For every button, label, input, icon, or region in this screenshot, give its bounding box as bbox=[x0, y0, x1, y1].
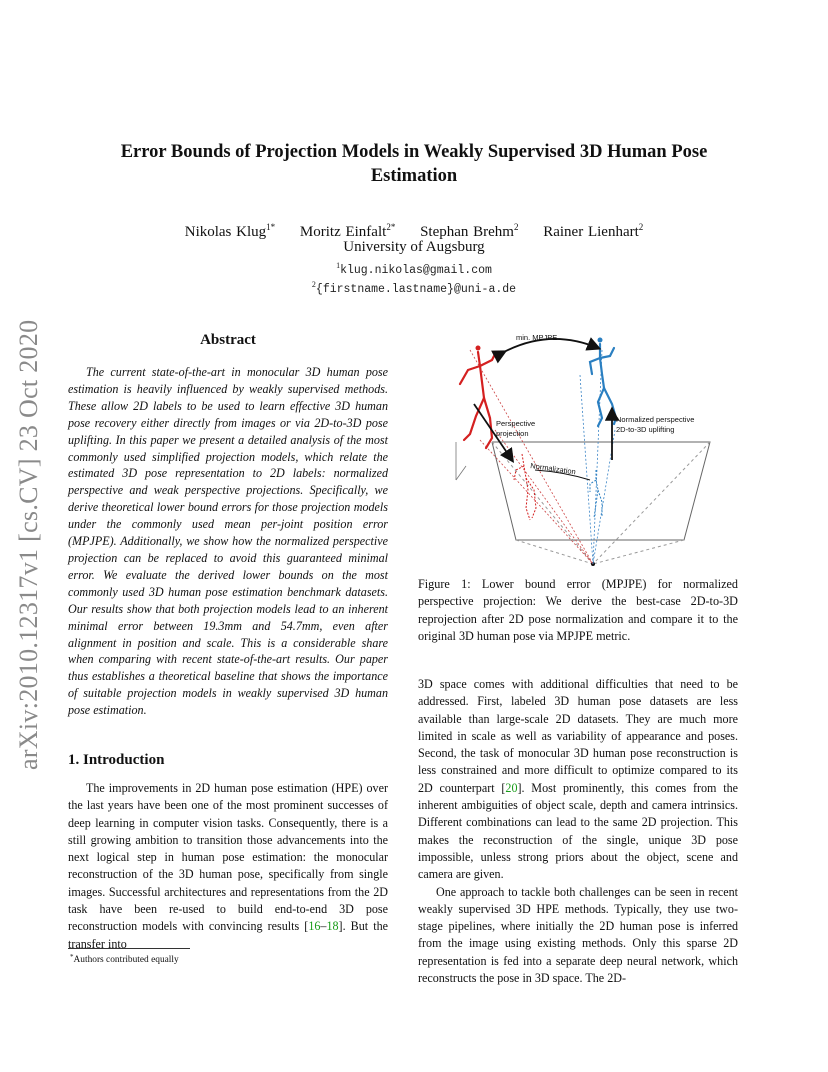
citation-link[interactable]: 16 bbox=[308, 919, 321, 934]
figure-caption: Figure 1: Lower bound error (MPJPE) for normalized perspective projection: We derive the best-case 2D-to-3D reprojection after 2D pose normalization and compare it to the original 3D human pose via MPJPE metric. bbox=[418, 577, 738, 644]
title-line-1: Error Bounds of Projection Models in Weakly Supervised 3D Human Pose bbox=[120, 142, 708, 162]
intro-heading: 1. Introduction bbox=[68, 752, 165, 768]
figure-1 bbox=[440, 330, 740, 570]
footnote: *Authors contributed equally bbox=[70, 953, 179, 965]
camera-frustum bbox=[492, 442, 710, 564]
red-3d-pose bbox=[460, 346, 496, 449]
footnote-rule bbox=[68, 948, 190, 949]
label-normalized-2: 2D-to-3D uplifting bbox=[616, 425, 675, 434]
author-4: Rainer Lienhart$^2$ bbox=[543, 222, 644, 240]
paragraph-1: 3D space comes with additional difficulties that need to be addressed. First, labeled 3D human pose datasets are less available than large-scale 2D datasets. They are much more limited in scale as well as variability of appearance and poses. Second, the task of monocular 3D human pose reconstruction is less constrained and more difficult to optimize compared to its 2D counterpart [20]. Most prominently, this comes from the inherent ambiguities of object scale, depth and camera intrinsics. Different combinations can lead to the same 2D projection. This makes the reconstruction of the single, unique 3D pose impossible, unless strong priors about the object, scene and camera are given. bbox=[418, 677, 738, 882]
blue-rays bbox=[580, 350, 615, 564]
figure-illustration bbox=[440, 330, 740, 570]
abstract-text: The current state-of-the-art in monocular 3D human pose estimation is heavily influenced by weakly supervised methods. These allow 2D labels to be used to learn effective 3D human pose recovery either directly from images or via 2D-to-3D pose uplifting. In this paper we present a detailed analysis of the most commonly used simplified projection models, which relate the estimated 3D pose representation to 2D labels: normalized perspective and weak perspective projections. Specifically, we derive theoretical lower bound errors for those projection models under the commonly used mean per-joint position error (MPJPE). Additionally, we show how the normalized perspective projection can be replaced to avoid this guaranteed minimal error. We evaluate the derived lower bounds on the most commonly used 3D human pose estimation benchmark datasets. Our results show that both projection models lead to an inherent minimal error between 19.3mm and 54.7mm, even after alignment in position and scale. This is a considerable share when comparing with recent state-of-the-art results. Our paper thus establishes a theoretical baseline that shows the importance of suitable projection models in weakly supervised 3D human pose estimation. bbox=[68, 365, 388, 718]
email-2: $^2${firstname.lastname}@uni-a.de bbox=[311, 280, 517, 296]
paper-title bbox=[60, 140, 768, 188]
label-normalization: Normalization bbox=[529, 461, 577, 477]
abstract-heading: Abstract bbox=[200, 332, 256, 348]
title-line-2: Estimation bbox=[370, 166, 458, 186]
label-min-mpjpe: min. MPJPE bbox=[516, 333, 558, 342]
paragraph-2: One approach to tackle both challenges can be seen in recent weakly supervised 3D HPE methods. Typically, they use two-stage pipelines, where initially the 2D human pose is inferred from the image using existing methods. Only this sparse 2D representation is fed into a separate deep neural network, which reconstructs the pose in 3D space. The 2D- bbox=[418, 884, 738, 986]
affiliation: University of Augsburg bbox=[343, 239, 485, 255]
axis-glyph bbox=[456, 442, 466, 480]
citation-link[interactable]: 18 bbox=[326, 919, 339, 934]
red-rays bbox=[470, 350, 593, 564]
right-column-text bbox=[418, 676, 738, 987]
author-2: Moritz Einfalt$^{2*}$ bbox=[299, 222, 396, 240]
label-perspective-2: projection bbox=[496, 429, 529, 438]
label-normalized-1: Normalized perspective bbox=[616, 415, 695, 424]
author-1: Nikolas Klug$^{1*}$ bbox=[184, 222, 276, 240]
email-1: $^1$klug.nikolas@gmail.com bbox=[336, 261, 492, 277]
intro-paragraph: The improvements in 2D human pose estimation (HPE) over the last years have been one of the most prominent successes of deep learning in computer vision tasks. Consequently, there is a still growing ambition to transition those advancements into the next logical step in human pose estimation: the monocular reconstruction of the 3D human pose, specifically from single images. Successful architectures and representations from the 2D task have been re-used to build end-to-end 3D pose reconstruction models with convincing results [16–18]. But the transfer into bbox=[68, 781, 388, 951]
citation-link[interactable]: 20 bbox=[505, 780, 518, 795]
author-3: Stephan Brehm$^2$ bbox=[420, 222, 519, 240]
arxiv-stamp: arXiv:2010.12317v1 [cs.CV] 23 Oct 2020 bbox=[14, 319, 43, 770]
label-perspective-1: Perspective bbox=[496, 419, 536, 428]
